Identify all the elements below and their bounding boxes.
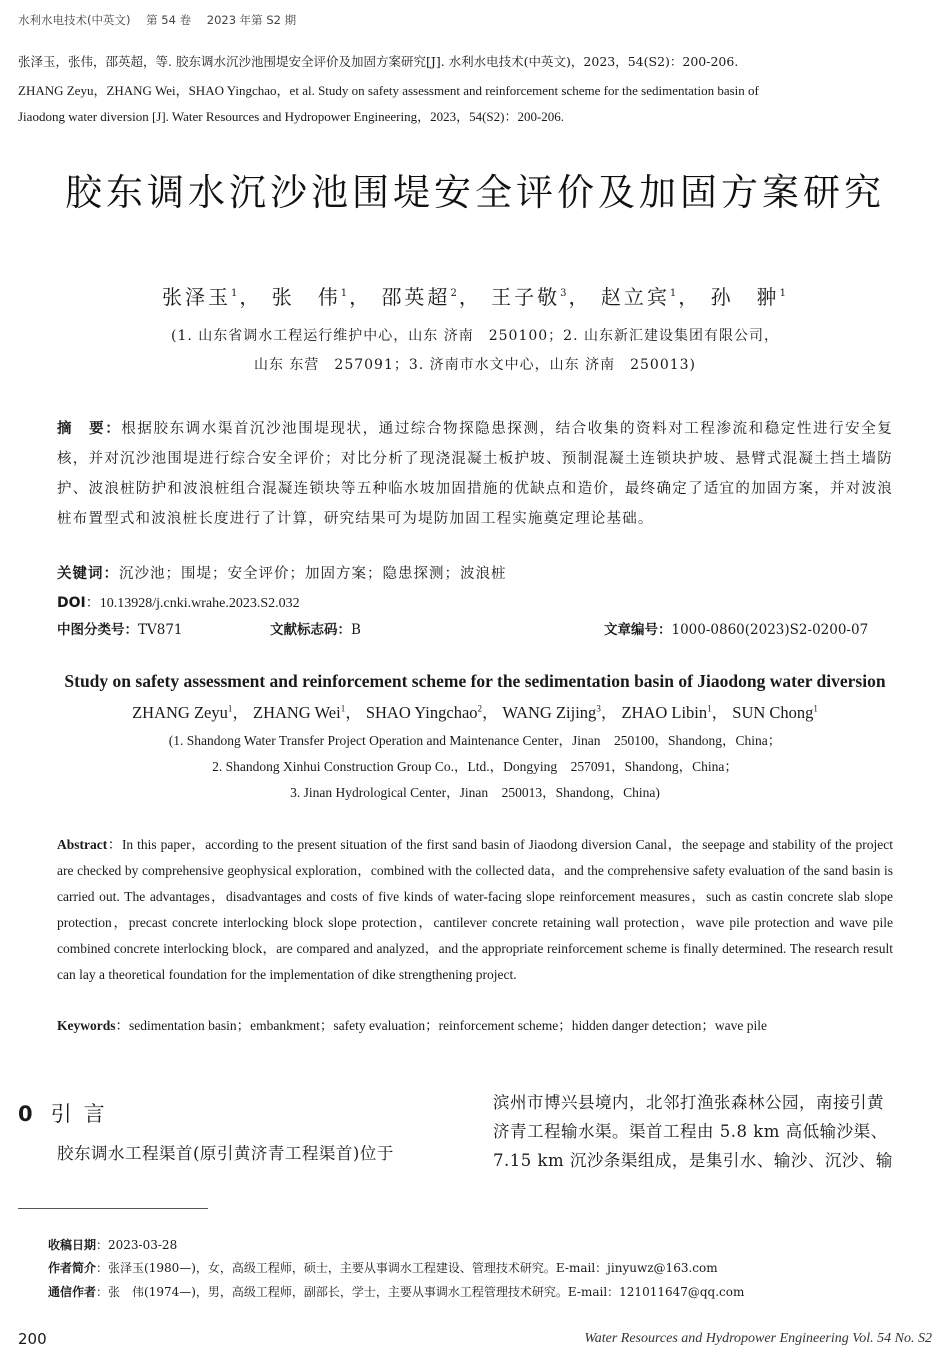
- author-list-en: [0, 699, 950, 723]
- paragraph-line: 滨州市博兴县境内，北邻打渔张森林公园，南接引黄: [493, 1093, 884, 1112]
- affiliation-en-line3: 3. Jinan Hydrological Center，Jinan 250013，Shandong，China): [290, 785, 660, 800]
- body-right-column: [493, 1088, 933, 1175]
- abstract-en-label: Abstract: [57, 837, 108, 852]
- author: WANG Zijing$^3$，: [502, 703, 618, 722]
- document-code: 文献标志码：B: [270, 622, 361, 638]
- abstract-zh: [57, 414, 893, 534]
- author: 孙 翀$^1$: [710, 285, 787, 309]
- abstract-en: [57, 832, 893, 988]
- author: 王子敬$^3$ ，: [491, 285, 592, 309]
- paragraph-line: 济青工程输水渠。渠首工程由 5.8 km 高低输沙渠、: [493, 1122, 888, 1141]
- author: SUN Chong$^1$: [732, 703, 818, 722]
- author: 赵立宾$^1$ ，: [600, 285, 702, 309]
- section-number: 0: [18, 1102, 33, 1126]
- author-list-zh: [0, 281, 950, 310]
- clc-number: 中图分类号：TV871: [57, 622, 183, 638]
- affiliation-en-line2: 2. Shandong Xinhui Construction Group Co.，Ltd.，Dongying 257091，Shandong，China；: [212, 759, 738, 774]
- journal-name: 水利水电技术(中英文): [18, 13, 131, 27]
- author: 张 伟$^1$ ，: [271, 285, 373, 309]
- author: 张泽玉$^1$ ，: [161, 285, 263, 309]
- page-number: 200: [18, 1330, 47, 1348]
- citation-en-line2: Jiaodong water diversion [J]. Water Resources and Hydropower Engineering，2023，54(S2)：200-206.: [18, 109, 565, 124]
- keywords-zh: 关键词：沉沙池；围堤；安全评价；加固方案；隐患探测；波浪桩: [57, 566, 507, 582]
- abstract-en-text: ：In this paper，according to the present situation of the first sand basin of Jiaodong diversion Canal，the seepage and stability of the project are checked by comprehensive geophysical exploration，combined with the collected data，and the comprehensive safety evaluation of the sand basin is carried out. The advantages，disadvantages and costs of five kinds of water-facing slope reinforcement measures，such as castin concrete slab slope protection，precast concrete interlocking block slope protection，cantilever concrete retaining wall protection，wave pile protection and wave pile combined concrete interlocking block，are compared and analyzed，and the appropriate reinforcement scheme is finally determined. The research result can lay a theoretical foundation for the implementation of dike strengthening project.: [57, 837, 893, 982]
- section-title: 引言: [50, 1102, 117, 1126]
- citation-en-line1: ZHANG Zeyu，ZHANG Wei，SHAO Yingchao，et al. Study on safety assessment and reinforcement scheme for the sedimentation basin of: [18, 83, 759, 98]
- footnote-received: 收稿日期：2023-03-28: [48, 1238, 178, 1252]
- author: ZHANG Wei$^1$，: [252, 703, 362, 722]
- article-number: 文章编号：1000-0860(2023)S2-0200-07: [604, 622, 869, 638]
- affiliation-zh-line1: (1. 山东省调水工程运行维护中心，山东 济南 250100；2. 山东新汇建设集团有限公司，: [171, 328, 779, 344]
- footnote-divider: [18, 1208, 208, 1209]
- issue: 2023 年第 S2 期: [206, 13, 297, 27]
- doi: DOI：10.13928/j.cnki.wrahe.2023.S2.032: [57, 595, 300, 611]
- author: ZHANG Zeyu$^1$，: [132, 703, 249, 722]
- footnote-corresponding: 通信作者：张 伟(1974—)，男，高级工程师，副部长，学士，主要从事调水工程管理技术研究。E-mail：121011647@qq.com: [48, 1285, 745, 1299]
- author: ZHAO Libin$^1$，: [621, 703, 729, 722]
- body-left-column: [57, 1140, 462, 1168]
- author: SHAO Yingchao$^2$，: [365, 703, 499, 722]
- paragraph-line: 7.15 km 沉沙条渠组成，是集引水、输沙、沉沙、输: [493, 1151, 893, 1170]
- citation-zh: 张泽玉，张伟，邵英超，等. 胶东调水沉沙池围堤安全评价及加固方案研究[J]. 水利水电技术(中英文)，2023，54(S2)：200-206.: [18, 54, 739, 69]
- running-header: [18, 12, 308, 28]
- affiliation-en-line1: (1. Shandong Water Transfer Project Operation and Maintenance Center，Jinan 250100，Shandong，China；: [168, 733, 782, 748]
- author: 邵英超$^2$ ，: [381, 285, 482, 309]
- english-title: Study on safety assessment and reinforcement scheme for the sedimentation basin of Jiaodong water diversion: [64, 671, 886, 691]
- keywords-en: Keywords：sedimentation basin；embankment；safety evaluation；reinforcement scheme；hidden danger detection；wave pile: [57, 1018, 768, 1033]
- abstract-zh-text: 根据胶东调水渠首沉沙池围堤现状，通过综合物探隐患探测，结合收集的资料对工程渗流和稳定性进行安全复核，并对沉沙池围堤进行综合安全评价；对比分析了现浇混凝土板护坡、预制混凝土连锁块护坡、悬臂式混凝土挡土墙防护、波浪桩防护和波浪桩组合混凝连锁块等五种临水坡加固措施的优缺点和造价，最终确定了适宜的加固方案，并对波浪桩布置型式和波浪桩长度进行了计算，研究结果可为堤防加固工程实施奠定理论基础。: [57, 421, 893, 527]
- volume: 第 54 卷: [146, 13, 192, 27]
- footnote-author-bio: 作者简介：张泽玉(1980—)，女，高级工程师，硕士，主要从事调水工程建设、管理技术研究。E-mail：jinyuwz@163.com: [48, 1261, 718, 1275]
- page-title: 胶东调水沉沙池围堤安全评价及加固方案研究: [65, 171, 885, 214]
- section-heading: [18, 1098, 117, 1128]
- abstract-zh-label: 摘 要：: [57, 421, 122, 437]
- affiliation-zh-line2: 山东 东营 257091；3. 济南市水文中心，山东 济南 250013): [253, 357, 697, 373]
- paragraph-line: 胶东调水工程渠首(原引黄济青工程渠首)位于: [57, 1144, 394, 1163]
- footer-journal: Water Resources and Hydropower Engineering Vol. 54 No. S2: [584, 1331, 932, 1346]
